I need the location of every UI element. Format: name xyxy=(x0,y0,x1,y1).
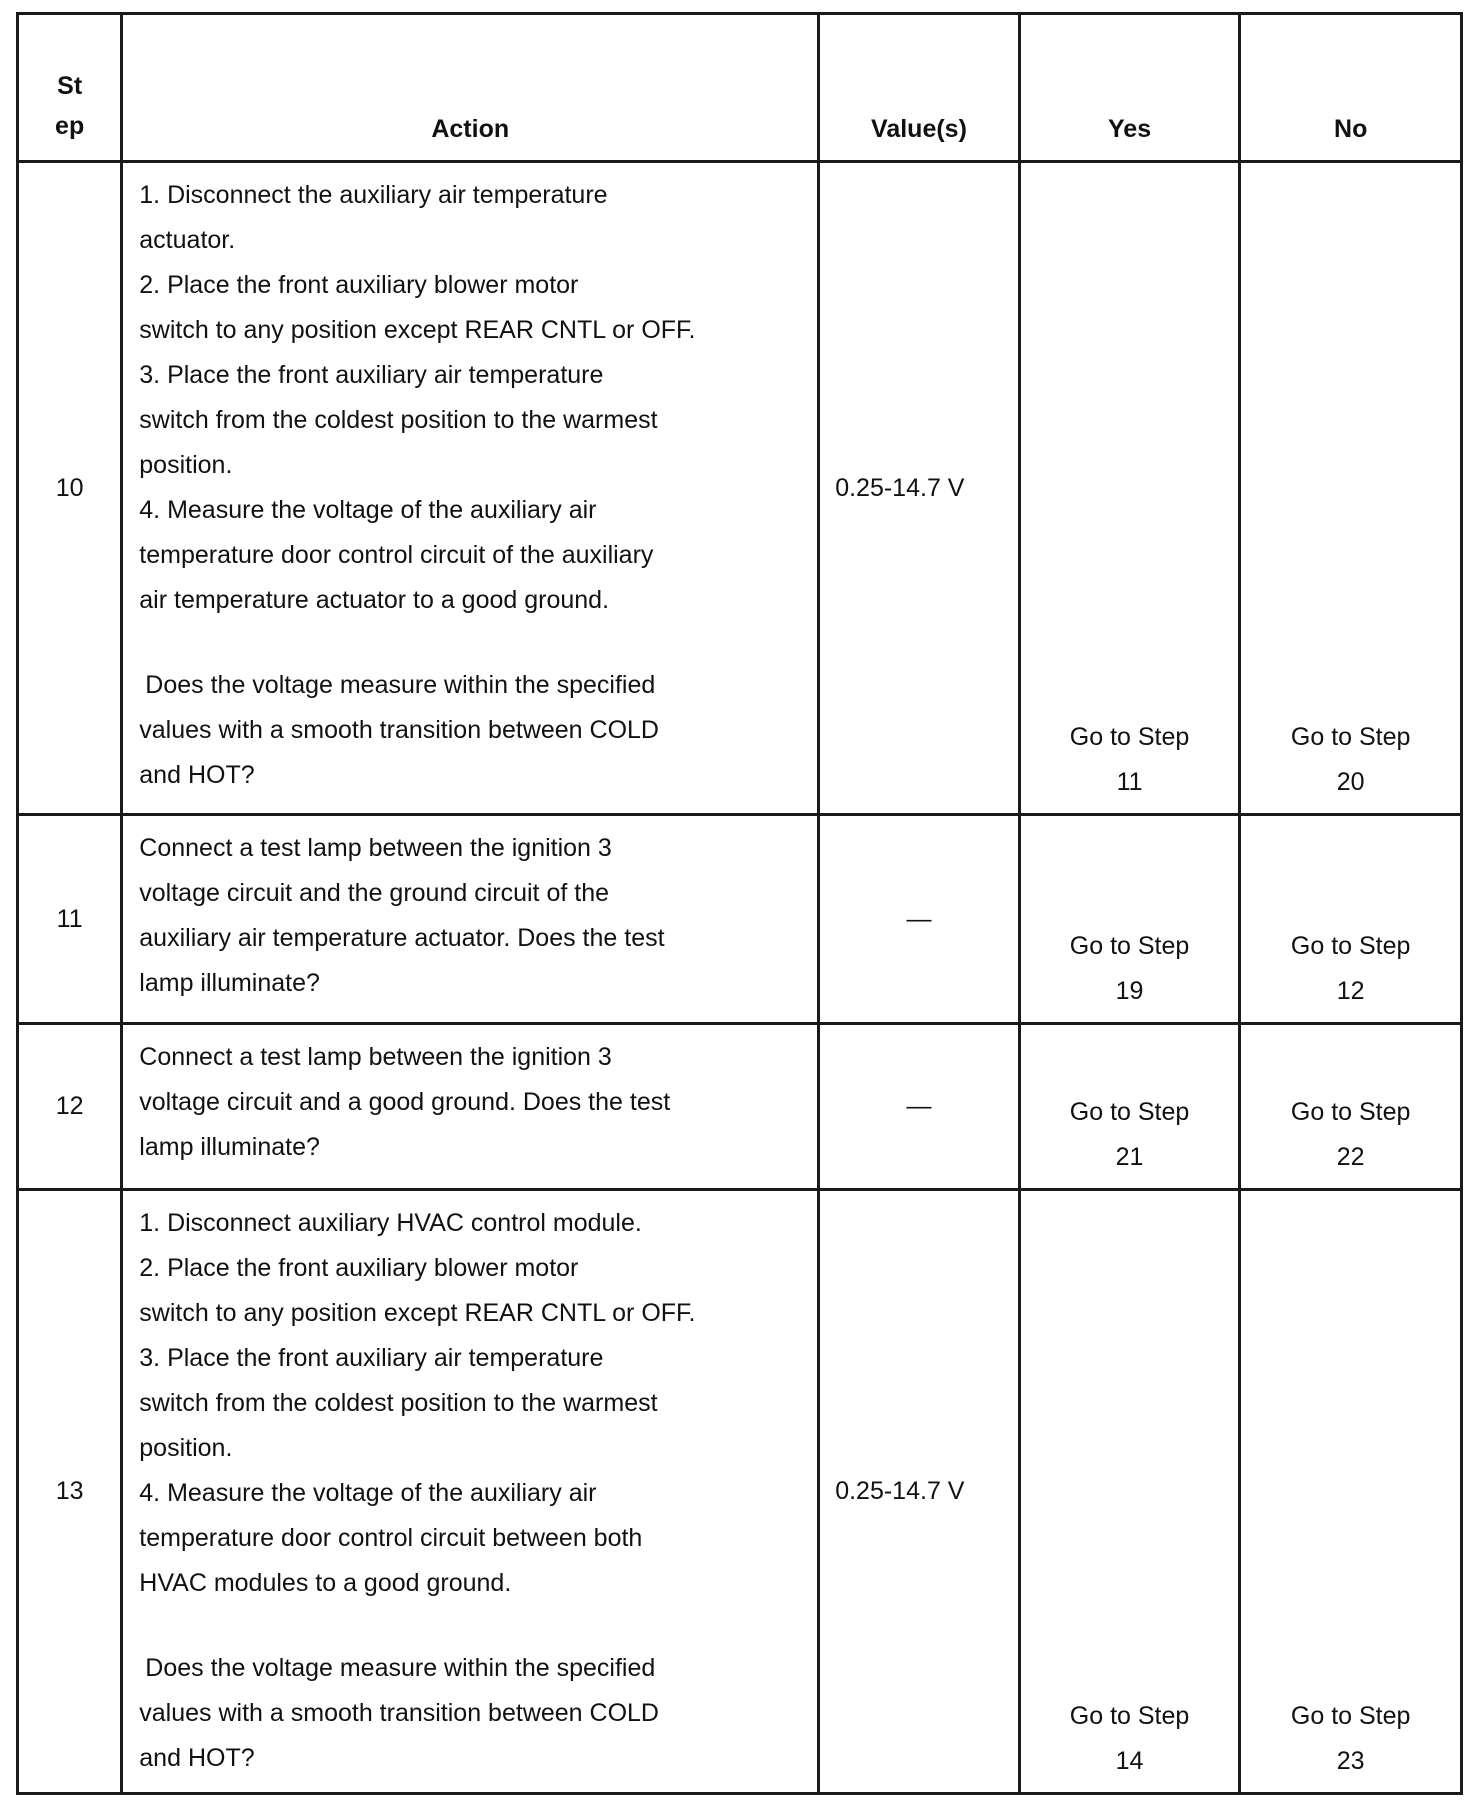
yes-goto-label: Go to Step xyxy=(1069,1098,1190,1126)
action-line: HVAC modules to a good ground. xyxy=(139,1569,512,1597)
action-line: 3. Place the front auxiliary air temperature xyxy=(139,1344,604,1372)
question-line: values with a smooth transition between COLD xyxy=(139,1699,659,1727)
action-line: switch from the coldest position to the warmest xyxy=(139,1389,658,1417)
no-goto-label: Go to Step xyxy=(1290,723,1411,751)
header-values: Value(s) xyxy=(819,14,1020,162)
header-yes: Yes xyxy=(1019,14,1240,162)
action-line: 1. Disconnect auxiliary HVAC control module. xyxy=(139,1209,642,1237)
no-goto-step: 20 xyxy=(1336,768,1365,796)
yes-goto-label: Go to Step xyxy=(1069,932,1190,960)
action-line: actuator. xyxy=(139,226,236,254)
header-step xyxy=(18,14,122,162)
action-line: air temperature actuator to a good ground. xyxy=(139,586,610,614)
action-line: voltage circuit and the ground circuit of the xyxy=(139,879,609,907)
action-cell xyxy=(122,815,819,1024)
diagnostic-table xyxy=(16,12,1463,1795)
no-goto-step: 12 xyxy=(1336,977,1365,1005)
header-action: Action xyxy=(122,14,819,162)
action-line: 2. Place the front auxiliary blower motor xyxy=(139,271,579,299)
action-line: voltage circuit and a good ground. Does the test xyxy=(139,1088,671,1116)
action-line: 1. Disconnect the auxiliary air temperature xyxy=(139,181,608,209)
action-line: 2. Place the front auxiliary blower motor xyxy=(139,1254,579,1282)
action-line: Connect a test lamp between the ignition 3 xyxy=(139,834,612,862)
action-line: switch from the coldest position to the warmest xyxy=(139,406,658,434)
yes-goto-label: Go to Step xyxy=(1069,723,1190,751)
action-cell xyxy=(122,162,819,815)
step-number: 13 xyxy=(18,1190,122,1794)
header-step-line2: ep xyxy=(55,112,85,140)
value-cell: — xyxy=(819,1024,1020,1190)
step-number: 11 xyxy=(18,815,122,1024)
question-line: values with a smooth transition between COLD xyxy=(139,716,659,744)
no-goto-label: Go to Step xyxy=(1290,932,1411,960)
action-question xyxy=(139,663,799,708)
question-line: and HOT? xyxy=(139,1744,255,1772)
yes-goto-label: Go to Step xyxy=(1069,1702,1190,1730)
action-line: 4. Measure the voltage of the auxiliary air xyxy=(139,1479,597,1507)
action-cell xyxy=(122,1024,819,1190)
value-cell: — xyxy=(819,815,1020,1024)
table-row xyxy=(18,162,1462,815)
action-line: switch to any position except REAR CNTL or OFF. xyxy=(139,1299,696,1327)
yes-goto-step: 19 xyxy=(1115,977,1144,1005)
action-line: temperature door control circuit of the auxiliary xyxy=(139,541,654,569)
yes-goto-step: 14 xyxy=(1115,1747,1144,1775)
no-cell xyxy=(1240,815,1462,1024)
table-row xyxy=(18,1024,1462,1190)
diagnostic-table-page xyxy=(16,12,1463,1794)
action-line: lamp illuminate? xyxy=(139,969,320,997)
question-line: and HOT? xyxy=(139,761,255,789)
yes-cell xyxy=(1019,1190,1240,1794)
yes-cell xyxy=(1019,162,1240,815)
header-step-line1: St xyxy=(57,72,83,100)
action-line: 3. Place the front auxiliary air temperature xyxy=(139,361,604,389)
yes-goto-step: 11 xyxy=(1116,768,1143,796)
table-row xyxy=(18,1190,1462,1794)
action-line: position. xyxy=(139,451,233,479)
action-question xyxy=(139,1646,799,1691)
no-cell xyxy=(1240,162,1462,815)
action-line: lamp illuminate? xyxy=(139,1133,320,1161)
question-line: Does the voltage measure within the specified xyxy=(145,1654,656,1682)
action-line: position. xyxy=(139,1434,233,1462)
no-goto-label: Go to Step xyxy=(1290,1098,1411,1126)
action-line: 4. Measure the voltage of the auxiliary air xyxy=(139,496,597,524)
step-number: 10 xyxy=(18,162,122,815)
header-row xyxy=(18,14,1462,162)
no-goto-step: 23 xyxy=(1336,1747,1365,1775)
action-line: temperature door control circuit between both xyxy=(139,1524,643,1552)
no-cell xyxy=(1240,1024,1462,1190)
yes-cell xyxy=(1019,1024,1240,1190)
action-cell xyxy=(122,1190,819,1794)
yes-cell xyxy=(1019,815,1240,1024)
question-line: Does the voltage measure within the specified xyxy=(145,671,656,699)
table-row xyxy=(18,815,1462,1024)
step-number: 12 xyxy=(18,1024,122,1190)
action-line: auxiliary air temperature actuator. Does the test xyxy=(139,924,665,952)
yes-goto-step: 21 xyxy=(1115,1143,1144,1171)
action-line: switch to any position except REAR CNTL or OFF. xyxy=(139,316,696,344)
no-goto-step: 22 xyxy=(1336,1143,1365,1171)
no-goto-label: Go to Step xyxy=(1290,1702,1411,1730)
action-line: Connect a test lamp between the ignition 3 xyxy=(139,1043,612,1071)
header-no: No xyxy=(1240,14,1462,162)
no-cell xyxy=(1240,1190,1462,1794)
value-cell: 0.25-14.7 V xyxy=(819,162,1020,815)
value-cell: 0.25-14.7 V xyxy=(819,1190,1020,1794)
